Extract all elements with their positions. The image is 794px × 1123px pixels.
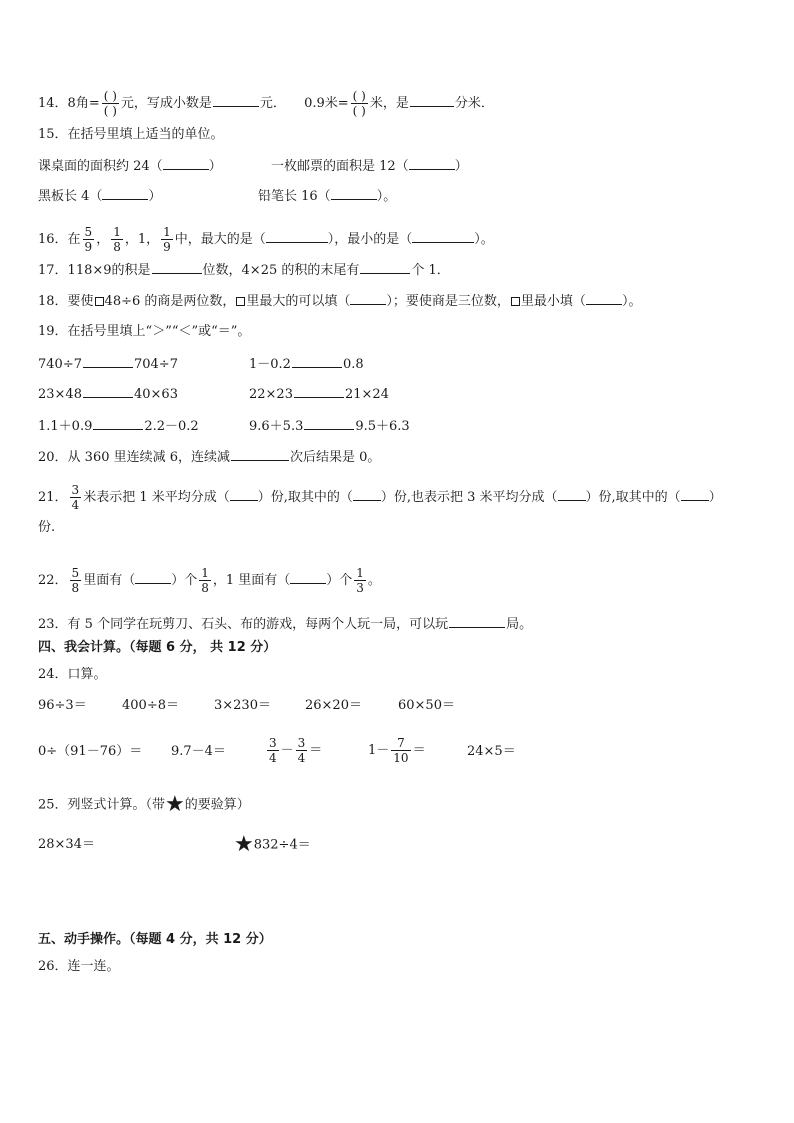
box-icon (95, 297, 104, 306)
q-text: 17．118×9的积是 (38, 263, 151, 278)
fraction (70, 566, 82, 595)
q-text: 22×23 (249, 387, 293, 402)
fraction (199, 566, 211, 595)
fraction (354, 566, 366, 595)
answer-blank[interactable] (449, 615, 505, 628)
q-text: 21． (38, 490, 68, 505)
answer-blank[interactable] (294, 385, 344, 398)
q-text: 。 (367, 573, 381, 588)
q-number: 14． (38, 96, 68, 111)
fraction-den: ( ) (103, 104, 117, 118)
q-text: 21×24 (344, 387, 389, 402)
q-text: ）个 (171, 573, 198, 588)
q-text: 的要验算） (184, 797, 250, 813)
q-text: ）。 (376, 189, 397, 204)
mental-calc-item: 96÷3＝ (38, 698, 87, 713)
section-4-heading: 四、我会计算。（每题 6 分， 共 12 分） (38, 640, 277, 655)
question-20 (38, 448, 380, 466)
q-text: ）个 (326, 573, 353, 588)
mental-calc-item: 26×20＝ (305, 698, 362, 713)
question-19-title: 19．在括号里填上“＞”“＜”或“＝”。 (38, 324, 251, 339)
q-text: 次后结果是 0。 (290, 450, 381, 465)
q-text: 9.5＋6.3 (355, 419, 410, 434)
q-text: 里最大的可以填（ (246, 294, 351, 309)
question-18 (38, 292, 641, 310)
answer-blank[interactable] (292, 355, 342, 368)
q-text: ，1 里面有（ (212, 573, 291, 588)
compare-row (249, 385, 389, 403)
answer-blank[interactable] (412, 230, 474, 243)
vertical-calc-item: 28×34＝ (38, 837, 95, 852)
question-26-title: 26．连一连。 (38, 959, 120, 974)
question-16 (38, 225, 494, 254)
answer-blank[interactable] (290, 571, 326, 584)
section-5-heading: 五、动手操作。（每题 4 分，共 12 分） (38, 932, 272, 947)
fraction (351, 89, 368, 118)
answer-blank[interactable] (681, 488, 709, 501)
q-text: 740÷7 (38, 357, 82, 372)
fraction-num: 5 (71, 566, 80, 580)
answer-blank[interactable] (558, 488, 586, 501)
question-23 (38, 615, 532, 633)
q-text: 0.9米= (304, 96, 349, 111)
mental-calc-fraction-item (368, 736, 426, 765)
fraction-den: 4 (297, 751, 306, 765)
fraction (83, 225, 95, 254)
fraction-num: 5 (84, 225, 93, 239)
q-text: 局。 (506, 617, 533, 632)
q-text: ）份,也表示把 3 米平均分成（ (380, 490, 558, 505)
mental-calc-item: 0÷（91－76）＝ (38, 744, 143, 759)
answer-blank[interactable] (410, 94, 454, 107)
q-text: 1－ (368, 743, 390, 758)
q-text: 48÷6 的商是两位数， (104, 294, 236, 309)
fraction (296, 736, 308, 765)
q-text: 40×63 (133, 387, 178, 402)
fraction (161, 225, 173, 254)
mental-calc-item: 24×5＝ (467, 744, 516, 759)
answer-blank[interactable] (353, 488, 381, 501)
q-text: ，1， (124, 232, 160, 247)
answer-blank[interactable] (163, 157, 209, 170)
answer-blank[interactable] (360, 261, 410, 274)
q-text: 里最小填（ (520, 294, 586, 309)
q-text: 23．有 5 个同学在玩剪刀、石头、布的游戏，每两个人玩一局，可以玩 (38, 617, 449, 632)
compare-row (38, 355, 178, 373)
q-text: 元，写成小数是 (120, 96, 212, 111)
answer-blank[interactable] (213, 94, 259, 107)
fraction (267, 736, 279, 765)
fraction-den: 8 (113, 240, 121, 254)
q-text: 18．要使 (38, 294, 94, 309)
question-15-row2b (258, 187, 396, 205)
fraction-num: 1 (356, 566, 364, 580)
fraction-num: 3 (297, 736, 306, 750)
answer-blank[interactable] (304, 417, 354, 430)
answer-blank[interactable] (409, 157, 455, 170)
q-text: 里面有（ (83, 573, 136, 588)
q-text: 2.2－0.2 (144, 419, 199, 434)
star-icon: ★ (165, 792, 185, 817)
q-text: ） (454, 159, 468, 174)
answer-blank[interactable] (230, 488, 258, 501)
question-15-row1 (38, 157, 222, 175)
answer-blank[interactable] (135, 571, 171, 584)
q-text: ） (208, 159, 222, 174)
question-25-title (38, 792, 250, 817)
fraction-num: 1 (201, 566, 209, 580)
fraction (102, 89, 119, 118)
answer-blank[interactable] (102, 187, 148, 200)
q-text: 铅笔长 16（ (258, 189, 331, 204)
q-text: 0.8 (342, 357, 364, 372)
answer-blank[interactable] (350, 292, 386, 305)
q-text: 20．从 360 里连续减 6，连续减 (38, 450, 231, 465)
answer-blank[interactable] (83, 355, 133, 368)
fraction-den: 9 (163, 240, 171, 254)
mental-calc-fraction-item (265, 736, 322, 765)
q-text: 课桌面的面积约 24（ (38, 159, 163, 174)
answer-blank[interactable] (266, 230, 328, 243)
question-15-title: 15．在括号里填上适当的单位。 (38, 127, 224, 142)
q-text: 25．列竖式计算。（带 (38, 797, 166, 813)
answer-blank[interactable] (231, 448, 289, 461)
q-text: ） (148, 189, 162, 204)
mental-calc-item: 9.7－4＝ (171, 744, 226, 759)
fraction (111, 225, 123, 254)
question-24-title: 24．口算。 (38, 667, 107, 682)
vertical-calc-item-starred (234, 832, 311, 857)
q-text: ） (708, 490, 722, 505)
star-icon: ★ (234, 832, 254, 857)
q-text: 1.1＋0.9 (38, 419, 93, 434)
box-icon (236, 297, 245, 306)
answer-blank[interactable] (586, 292, 622, 305)
question-15-row2 (38, 187, 161, 205)
fraction-num: 3 (71, 483, 80, 497)
question-21-cont: 份. (38, 520, 56, 535)
q-text: 22． (38, 573, 68, 588)
fraction (70, 483, 82, 512)
q-text: 23×48 (38, 387, 82, 402)
q-text: ）份,取其中的（ (257, 490, 353, 505)
q-text: 米，是 (369, 96, 409, 111)
fraction-den: 10 (393, 751, 409, 765)
compare-row (38, 417, 199, 435)
question-14 (38, 89, 494, 118)
fraction-num: 3 (269, 736, 277, 750)
question-22 (38, 566, 381, 595)
question-21 (38, 483, 722, 512)
answer-blank[interactable] (83, 385, 133, 398)
mental-calc-item: 3×230＝ (214, 698, 271, 713)
q-text: ）份,取其中的（ (585, 490, 681, 505)
q-text: 元． (259, 96, 286, 111)
answer-blank[interactable] (331, 187, 377, 200)
q-text: － (280, 743, 294, 758)
q-text: ， (96, 232, 110, 247)
q-text: 16．在 (38, 232, 81, 247)
q-text: 9.6＋5.3 (249, 419, 304, 434)
q-text: 1－0.2 (249, 357, 291, 372)
q-text: 分米． (454, 96, 494, 111)
q-text: 832÷4＝ (253, 837, 311, 853)
q-text: ＝ (412, 743, 426, 758)
question-15-row1b (271, 157, 468, 175)
q-text: 中，最大的是（ (174, 232, 266, 247)
q-text: ）；要使商是三位数， (386, 294, 510, 309)
fraction-num: ( ) (352, 89, 366, 103)
fraction-den: 8 (201, 581, 209, 595)
q-text: ）。 (474, 232, 494, 247)
compare-row (249, 417, 410, 435)
fraction-den: 4 (71, 498, 80, 512)
q-text: 704÷7 (133, 357, 178, 372)
box-icon (511, 297, 520, 306)
compare-row (38, 385, 178, 403)
fraction-den: ( ) (352, 104, 366, 118)
fraction-den: 9 (84, 240, 93, 254)
fraction-num: 1 (163, 225, 171, 239)
answer-blank[interactable] (152, 261, 202, 274)
fraction-num: ( ) (103, 89, 117, 103)
question-17 (38, 261, 450, 279)
compare-row (249, 355, 364, 373)
fraction-num: 7 (397, 736, 405, 750)
q-text: ），最小的是（ (327, 232, 413, 247)
q-text: 位数，4×25 的积的末尾有 (202, 263, 360, 278)
fraction-den: 3 (356, 581, 364, 595)
mental-calc-item: 400÷8＝ (122, 698, 179, 713)
mental-calc-item: 60×50＝ (398, 698, 455, 713)
fraction-den: 4 (269, 751, 277, 765)
fraction-num: 1 (113, 225, 121, 239)
fraction-den: 8 (71, 581, 80, 595)
fraction (391, 736, 410, 765)
q-text: ＝ (309, 743, 323, 758)
q-text: 个 1． (411, 263, 450, 278)
q-text: 一枚邮票的面积是 12（ (271, 159, 409, 174)
q-text: ）。 (621, 294, 642, 309)
q-text: 8角= (67, 96, 100, 111)
answer-blank[interactable] (93, 417, 143, 430)
q-text: 米表示把 1 米平均分成（ (83, 490, 230, 505)
q-text: 黑板长 4（ (38, 189, 103, 204)
